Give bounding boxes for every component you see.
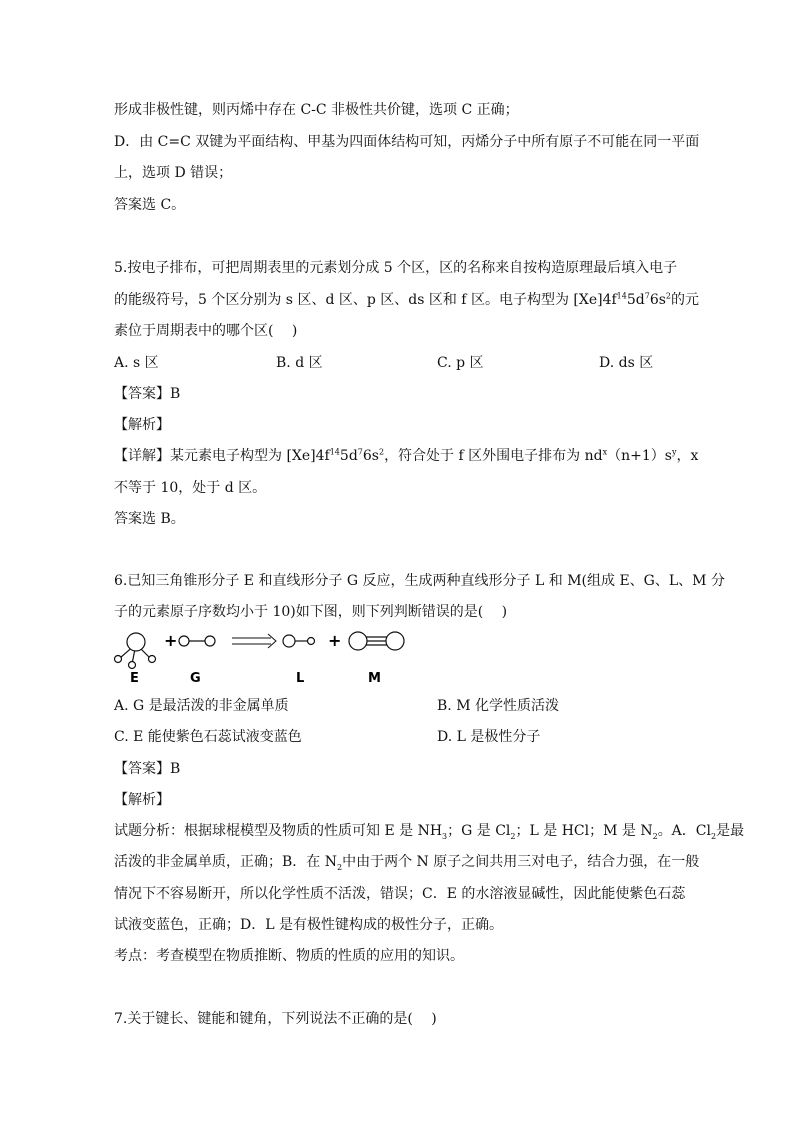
molecule-g xyxy=(179,636,215,646)
molecule-e xyxy=(115,633,156,669)
q6-option-b: B. M 化学性质活泼 xyxy=(437,698,559,714)
q5-option-c: C. p 区 xyxy=(437,355,484,371)
q5-stem-1: 5.按电子排布，可把周期表里的元素划分成 5 个区，区的名称来自按构造原理最后填入电子 xyxy=(114,260,678,276)
q6-analysis-2: 活泼的非金属单质，正确；B．在 $N_2$中由于两个 N 原子之间共用三对电子，结合力强，在一般 xyxy=(114,854,700,872)
q6-stem-2: 子的元素原子序数均小于 10)如下图，则下列判断错误的是( ) xyxy=(114,604,508,620)
q5-detail: 【详解】某元素电子构型为 $[Xe]4f^{14}5d^76s^2$，符合处于 f 区外围电子排布为 $nd^x(n+1)s^y$，x xyxy=(114,447,699,464)
reaction-diagram xyxy=(108,628,428,690)
reaction-arrow-icon xyxy=(232,634,276,648)
q6-analysis-3: 情况下不容易断开，所以化学性质不活泼，错误；C．E 的水溶液显碱性，因此能使紫色石蕊 xyxy=(114,886,686,902)
q5-option-b: B. d 区 xyxy=(276,355,323,371)
q5-option-d: D. ds 区 xyxy=(599,355,654,371)
molecule-l xyxy=(283,635,315,647)
plus-sign-2: + xyxy=(328,631,342,650)
label-m: M xyxy=(368,671,381,686)
q5-stem-2: 的能级符号，5 个区分别为 s 区、d 区、p 区、ds 区和 f 区。电子构型为 $[Xe]4f^{14}5d^76s^2$的元 xyxy=(114,291,700,308)
q5-conclusion: 答案选 B。 xyxy=(114,511,185,527)
plus-sign-1: + xyxy=(164,631,178,650)
label-g: G xyxy=(190,671,201,686)
q6-answer: 【答案】B xyxy=(114,761,181,777)
q4-answer: 答案选 C。 xyxy=(114,197,186,213)
q5-detail-2: 不等于 10，处于 d 区。 xyxy=(114,480,267,496)
q6-option-a: A. G 是最活泼的非金属单质 xyxy=(114,698,289,714)
q7-stem: 7.关于键长、键能和键角，下列说法不正确的是( ) xyxy=(114,1011,437,1027)
label-l: L xyxy=(296,671,305,686)
q4-line-2: D．由 C=C 双键为平面结构、甲基为四面体结构可知，丙烯分子中所有原子不可能在同一平面 xyxy=(114,134,700,150)
q6-analysis-1: 试题分析：根据球棍模型及物质的性质可知 E 是 $NH_3$；G 是 $Cl_2$；L 是 HCl；M 是 $N_2$。A．$Cl_2$是最 xyxy=(114,823,745,841)
q5-stem-3: 素位于周期表中的哪个区( ) xyxy=(114,323,298,339)
q4-line-1: 形成非极性键，则丙烯中存在 C-C 非极性共价键，选项 C 正确； xyxy=(114,102,519,118)
q5-answer: 【答案】B xyxy=(114,386,181,402)
q6-stem-1: 6.已知三角锥形分子 E 和直线形分子 G 反应，生成两种直线形分子 L 和 M(组成 E、G、L、M 分 xyxy=(114,573,725,589)
q6-analysis-heading: 【解析】 xyxy=(114,792,170,808)
molecule-m xyxy=(349,632,404,650)
q4-line-3: 上，选项 D 错误； xyxy=(114,165,233,181)
label-e: E xyxy=(130,671,139,686)
q6-kaodian: 考点：考查模型在物质推断、物质的性质的应用的知识。 xyxy=(114,948,464,964)
q6-analysis-4: 试液变蓝色，正确；D．L 是有极性键构成的极性分子，正确。 xyxy=(114,917,503,933)
q6-option-c: C. E 能使紫色石蕊试液变蓝色 xyxy=(114,729,302,745)
q5-option-a: A. s 区 xyxy=(114,355,159,371)
q6-option-d: D. L 是极性分子 xyxy=(437,729,541,745)
q5-analysis-heading: 【解析】 xyxy=(114,417,170,433)
